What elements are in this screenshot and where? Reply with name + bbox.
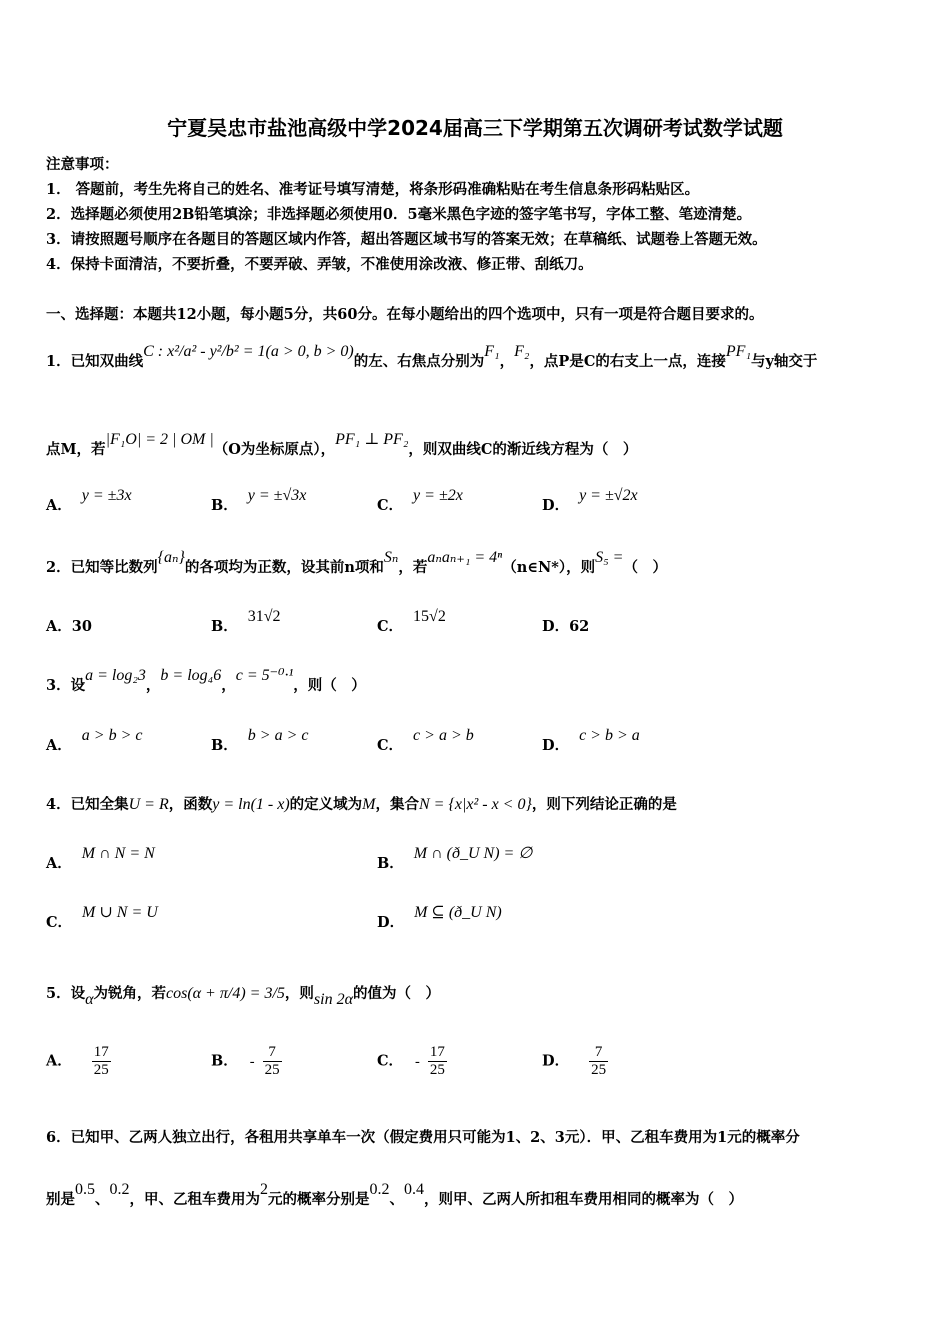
- q6-text-a: 别是: [46, 1191, 75, 1208]
- page-title: 宁夏吴忠市盐池高级中学2024届高三下学期第五次调研考试数学试题: [167, 116, 783, 140]
- q4-text-c: 的定义域为: [289, 796, 363, 813]
- q6-prob-1: 0.5: [75, 1181, 95, 1198]
- q6-sep-2: 、: [389, 1191, 404, 1208]
- q5-option-b[interactable]: B． - $\frac{7}{25}$: [211, 1044, 280, 1078]
- question-1-line-1: [46, 343, 818, 371]
- q4-set-m: M: [362, 796, 376, 813]
- q4-text-a: 4．已知全集: [46, 796, 129, 813]
- q2-option-d[interactable]: D．62: [542, 618, 590, 635]
- q4-option-c[interactable]: C．M ∪ N = U: [46, 904, 158, 931]
- q3-a-def: a = log₂3: [85, 667, 146, 684]
- q1-text-c: ，点P是C的右支上一点，连接: [529, 353, 726, 370]
- q3-b-def: b = log₄6: [160, 667, 222, 684]
- q4-text-d: ，集合: [375, 796, 419, 813]
- q1-pf1: PF₁: [725, 343, 751, 360]
- q3-option-d[interactable]: D．c > b > a: [542, 727, 640, 754]
- question-5: [46, 982, 440, 1008]
- q5-option-d[interactable]: D． $\frac{7}{25}$: [542, 1044, 607, 1078]
- q2-text-b: 的各项均为正数，设其前n项和: [184, 559, 384, 576]
- q1-option-a[interactable]: A．y = ±3x: [46, 487, 132, 514]
- q6-prob-4: 0.4: [404, 1181, 424, 1198]
- q1-condition-formula: |F₁O| = 2 | OM |: [105, 431, 214, 448]
- q2-sequence: {aₙ}: [157, 549, 185, 566]
- q3-sep-2: ，: [221, 677, 236, 694]
- q1-sep: ，: [499, 353, 515, 370]
- q2-text-c: ，若: [398, 559, 428, 576]
- q1-f1: F₁: [484, 343, 500, 360]
- q4-option-d[interactable]: D．M ⊆ (ð_U N): [377, 904, 502, 931]
- question-2: [46, 549, 667, 577]
- q5-text-a: 5．设: [46, 985, 86, 1002]
- q1-option-c[interactable]: C．y = ±2x: [377, 487, 463, 514]
- q4-text-e: ，则下列结论正确的是: [531, 796, 677, 813]
- q2-text-a: 2．已知等比数列: [46, 559, 158, 576]
- q1-hyperbola-formula: C : x²/a² - y²/b² = 1(a > 0, b > 0): [143, 343, 354, 360]
- q3-text-a: 3．设: [46, 677, 86, 694]
- q3-c-def: c = 5⁻⁰·¹: [235, 667, 294, 684]
- q6-text-d: ，则甲、乙两人所扣租车费用相同的概率为（ ）: [424, 1191, 743, 1208]
- q2-s5: S₅ =: [595, 549, 624, 566]
- q2-sn: Sₙ: [383, 549, 399, 566]
- q2-option-c[interactable]: C．15√2: [377, 608, 446, 635]
- q4-function: y = ln(1 - x): [212, 796, 290, 813]
- q2-text-d: （n∈N*），则: [502, 559, 596, 576]
- q1-f2: F₂: [514, 343, 530, 360]
- q1-option-b[interactable]: B．y = ±√3x: [211, 487, 307, 514]
- q3-sep-1: ，: [145, 677, 161, 694]
- q1-text-a: 1．已知双曲线: [46, 353, 144, 370]
- notice-item-2: 2．选择题必须使用2B铅笔填涂；非选择题必须使用0．5毫米黑色字迹的签字笔书写，字体工整、笔迹清楚。: [46, 206, 752, 223]
- q6-prob-2: 0.2: [109, 1181, 130, 1198]
- q6-prob-3: 0.2: [369, 1181, 390, 1198]
- q5-option-a[interactable]: A． $\frac{17}{25}$: [46, 1044, 109, 1078]
- section-heading: 一、选择题：本题共12小题，每小题5分，共60分。在每小题给出的四个选项中，只有一项是符合题目要求的。: [46, 306, 764, 323]
- q6-text-b: ，甲、乙租车费用为: [129, 1191, 260, 1208]
- q6-text-c: 元的概率分别是: [268, 1191, 370, 1208]
- q5-text-d: 的值为（ ）: [352, 985, 440, 1002]
- q1-text-d: 与y轴交于: [751, 353, 818, 370]
- q5-text-c: ，则: [284, 985, 314, 1002]
- q1-option-d[interactable]: D．y = ±√2x: [542, 487, 638, 514]
- q4-option-b[interactable]: B．M ∩ (ð_U N) = ∅: [377, 845, 533, 872]
- q2-text-e: （ ）: [623, 559, 667, 576]
- q3-option-c[interactable]: C．c > a > b: [377, 727, 474, 754]
- q3-option-b[interactable]: B．b > a > c: [211, 727, 309, 754]
- q1-text-g: ，则双曲线C的渐近线方程为（ ）: [408, 441, 638, 458]
- q4-universe: U = R: [128, 796, 169, 813]
- q1-text-b: 的左、右焦点分别为: [353, 353, 485, 370]
- q4-set-n: N = {x|x² - x < 0}: [418, 796, 532, 813]
- q1-text-f: （O为坐标原点），: [213, 441, 336, 458]
- question-3: [46, 667, 366, 695]
- q1-perpendicular-formula: PF₁ ⊥ PF₂: [335, 431, 409, 448]
- q2-option-b[interactable]: B．31√2: [211, 608, 281, 635]
- question-1-line-2: [46, 431, 638, 459]
- question-6-line-1: 6．已知甲、乙两人独立出行，各租用共享单车一次（假定费用只可能为1、2、3元）．甲、乙租车费用为1元的概率分: [46, 1129, 800, 1146]
- notice-item-3: 3．请按照题号顺序在各题目的答题区域内作答，超出答题区域书写的答案无效；在草稿纸、试题卷上答题无效。: [46, 231, 767, 248]
- notice-heading: 注意事项：: [46, 156, 119, 173]
- q4-option-a[interactable]: A．M ∩ N = N: [46, 845, 155, 872]
- notice-item-1: 1． 答题前，考生先将自己的姓名、准考证号填写清楚，将条形码准确粘贴在考生信息条形码粘贴区。: [46, 181, 700, 198]
- notice-item-4: 4．保持卡面清洁，不要折叠，不要弄破、弄皱，不准使用涂改液、修正带、刮纸刀。: [46, 256, 593, 273]
- q4-text-b: ，函数: [168, 796, 213, 813]
- q6-sep-1: 、: [95, 1191, 110, 1208]
- q5-target: sin 2α: [313, 991, 353, 1008]
- q5-option-c[interactable]: C． - $\frac{17}{25}$: [377, 1044, 445, 1078]
- question-4: [46, 793, 677, 814]
- q5-text-b: 为锐角，若: [93, 985, 166, 1002]
- q1-text-e: 点M，若: [46, 441, 106, 458]
- q5-alpha: α: [85, 991, 94, 1008]
- q2-option-a[interactable]: A．30: [46, 618, 92, 635]
- q5-condition: cos(α + π/4) = 3/5: [166, 985, 285, 1002]
- question-6-line-2: [46, 1181, 743, 1209]
- q2-condition: aₙaₙ₊₁ = 4ⁿ: [427, 549, 503, 566]
- q6-cost-2: 2: [260, 1181, 268, 1198]
- q3-text-b: ，则（ ）: [293, 677, 366, 694]
- q3-option-a[interactable]: A．a > b > c: [46, 727, 143, 754]
